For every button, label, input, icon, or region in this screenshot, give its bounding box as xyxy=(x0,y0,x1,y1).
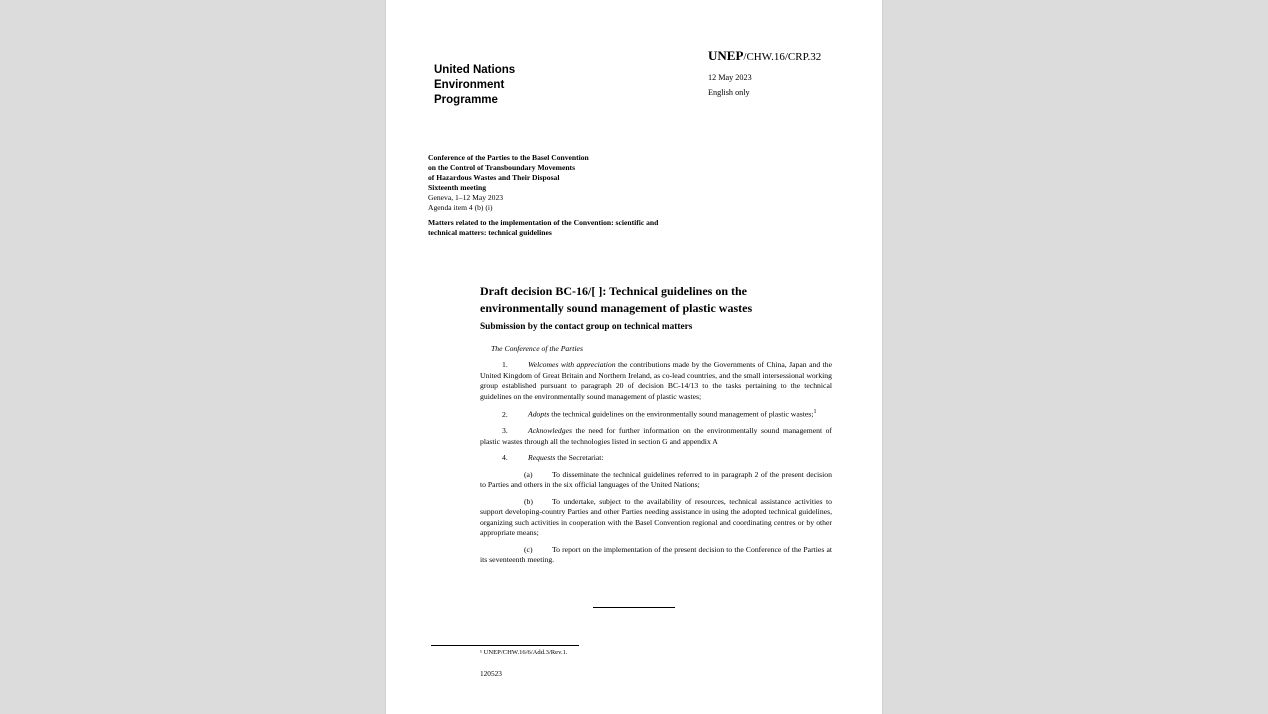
paragraph-3-number: 3. xyxy=(502,426,508,436)
logo-line-1: United Nations xyxy=(434,64,516,76)
subparagraph-a-letter: (a) xyxy=(524,469,533,479)
paragraph-3-text: the need for further information on the environmentally sound management of plastic wastes through all the technologies listed in section G and appendix A xyxy=(480,426,832,446)
paragraph-1-italic-lead: Welcomes with appreciation xyxy=(528,360,616,370)
subparagraph-c xyxy=(480,545,832,566)
footnote-separator-rule xyxy=(431,645,579,646)
paragraph-1-text: the contributions made by the Governments of China, Japan and the United Kingdom of Great Britain and Northern Ireland, as co-lead countries, and the small intersessional working group established pursuant to paragraph 20 of decision BC-14/13 to the tasks pertaining to the technical guidelines on the environmentally sound management of plastic wastes; xyxy=(480,360,832,401)
meeting-line-3: of Hazardous Wastes and Their Disposal xyxy=(428,173,560,183)
meeting-line-2: on the Control of Transboundary Movements xyxy=(428,163,576,173)
subparagraph-c-text: To report on the implementation of the present decision to the Conference of the Parties at its seventeenth meeting. xyxy=(480,544,832,565)
agenda-item-title: Matters related to the implementation of the Convention: scientific and technical matters: technical guidelines xyxy=(428,217,659,237)
meeting-line-1: Conference of the Parties to the Basel Convention xyxy=(428,153,589,162)
page-content xyxy=(386,0,882,714)
paragraph-4 xyxy=(480,453,832,463)
document-language: English only xyxy=(708,88,750,97)
document-body xyxy=(480,344,832,572)
logo-line-2: Environment xyxy=(434,79,505,92)
paragraph-4-number: 4. xyxy=(502,453,508,463)
subparagraph-b-letter: (b) xyxy=(524,496,533,506)
meeting-venue-dates: Geneva, 1–12 May 2023 xyxy=(428,193,504,203)
subparagraph-c-letter: (c) xyxy=(524,544,533,554)
page-title: Draft decision BC-16/[ ]: Technical guidelines on the environmentally sound management of plastic wastes xyxy=(480,284,753,315)
logo-line-3: Programme xyxy=(434,94,498,107)
paragraph-2 xyxy=(480,408,832,420)
document-page xyxy=(386,0,882,714)
paragraph-1-number: 1. xyxy=(502,360,508,370)
paragraph-2-text: the technical guidelines on the environmentally sound management of plastic wastes; xyxy=(549,409,814,419)
page-subtitle: Submission by the contact group on technical matters xyxy=(480,322,693,332)
subparagraph-b-text: To undertake, subject to the availability of resources, technical assistance activities to support developing-country Parties and other Parties needing assistance in using the adopted technical guidelines, organizing such activities in cooperation with the Basel Convention regional and coordinating centres or by other appropriate means; xyxy=(480,496,832,538)
paragraph-3 xyxy=(480,426,832,447)
subparagraph-a-text: To disseminate the technical guidelines referred to in paragraph 2 of the present decision to Parties and others in the six official languages of the United Nations; xyxy=(480,469,832,490)
body-lead: The Conference of the Parties xyxy=(491,344,583,353)
paragraph-1 xyxy=(480,360,832,402)
job-number: 120523 xyxy=(480,669,502,678)
symbol-prefix: UNEP xyxy=(708,48,744,63)
subparagraph-a xyxy=(480,470,832,491)
meeting-line-4: Sixteenth meeting xyxy=(428,183,486,193)
document-symbol-block xyxy=(708,48,868,97)
paragraph-3-italic-lead: Acknowledges xyxy=(528,426,572,436)
footnote-marker-1: 1 xyxy=(813,409,817,416)
subparagraph-b xyxy=(480,497,832,539)
footnote-text: ¹ UNEP/CHW.16/6/Add.3/Rev.1. xyxy=(480,649,568,656)
agenda-item-number: Agenda item 4 (b) (i) xyxy=(428,203,493,213)
end-of-text-rule xyxy=(593,607,675,608)
paragraph-4-italic-lead: Requests xyxy=(528,453,556,463)
document-date: 12 May 2023 xyxy=(708,73,752,82)
unep-logo xyxy=(434,63,574,109)
symbol-suffix: /CHW.16/CRP.32 xyxy=(743,51,822,63)
document-symbol xyxy=(708,48,868,64)
paragraph-4-text: the Secretariat: xyxy=(555,453,604,463)
paragraph-2-number: 2. xyxy=(502,409,508,419)
meeting-info xyxy=(428,153,668,238)
paragraph-2-italic-lead: Adopts xyxy=(528,409,550,419)
